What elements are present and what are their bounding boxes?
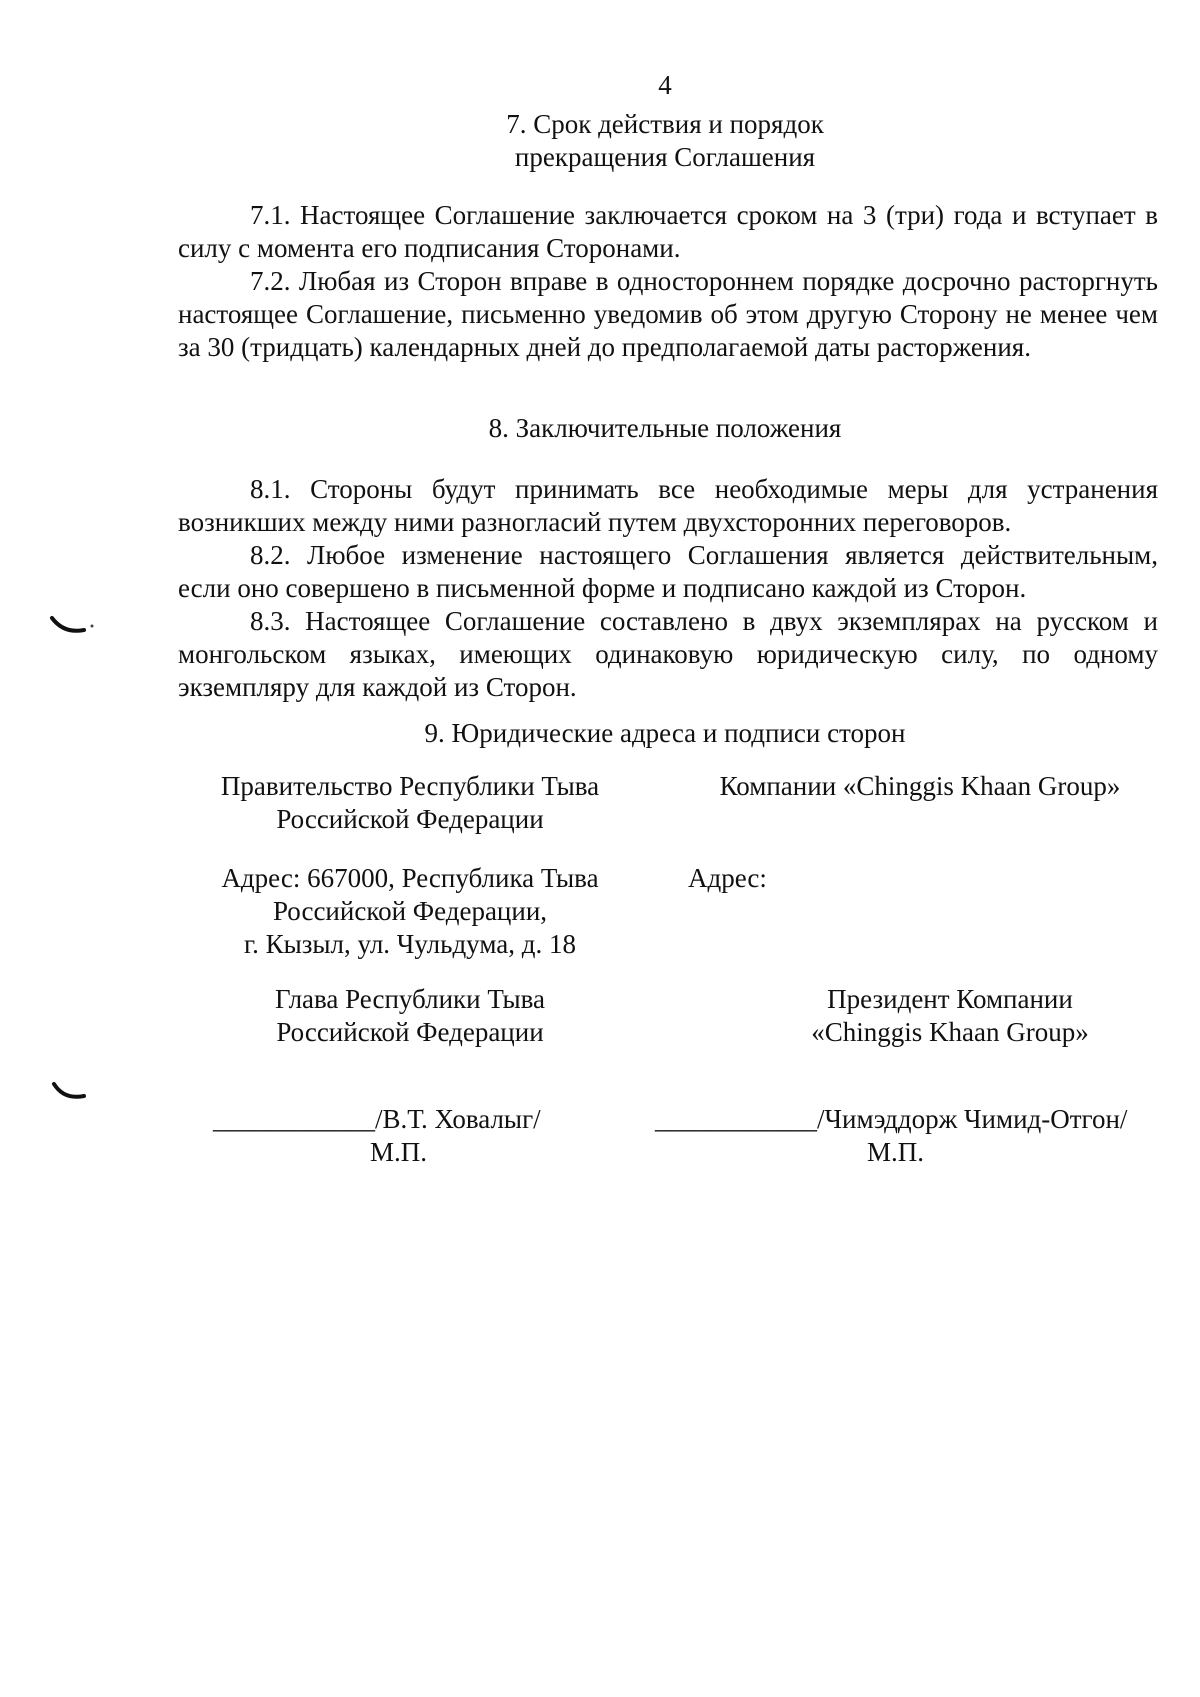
left-party-line-1: Правительство Республики Тыва [220, 771, 600, 801]
right-party-name: Компании «Chinggis Khaan Group» [719, 771, 1121, 801]
right-party-address: Адрес: [688, 863, 767, 893]
clause-8-3: 8.3. Настоящее Соглашение составлено в двух экземплярах на русском и монгольском языках, имеющих одинаковую юридическую силу, по одному экземпляру для каждой из Сторон. [178, 606, 1158, 702]
left-address-line-1: Адрес: 667000, Республика Тыва [221, 863, 599, 893]
right-signature-line: ____________/Чимэддорж Чимид-Отгон/ [655, 1104, 1128, 1134]
left-party-line-2: Российской Федерации [276, 804, 544, 834]
left-seal-mark: М.П. [370, 1137, 428, 1167]
left-address-line-3: г. Кызыл, ул. Чульдума, д. 18 [244, 929, 576, 959]
left-position-line-1: Глава Республики Тыва [274, 984, 546, 1014]
left-address-line-2: Российской Федерации, [272, 896, 548, 926]
clause-8-1: 8.1. Стороны будут принимать все необходимые меры для устранения возникших между ними разногласий путем двухсторонних переговоров. [178, 474, 1158, 537]
page-number: 4 [658, 70, 672, 100]
section-7-title-line-1: 7. Срок действия и порядок [506, 109, 824, 139]
clause-8-2: 8.2. Любое изменение настоящего Соглашения является действительным, если оно совершено в письменной форме и подписано каждой из Сторон. [178, 540, 1158, 603]
right-seal-mark: М.П. [867, 1137, 925, 1167]
clause-7-2: 7.2. Любая из Сторон вправе в одностороннем порядке досрочно расторгнуть настоящее Соглашение, письменно уведомив об этом другую Сторону не менее чем за 30 (тридцать) календарных дней до предполагаемой даты расторжения. [178, 266, 1158, 362]
left-signature-line: ____________/В.Т. Ховалыг/ [213, 1104, 541, 1134]
left-party-name [180, 770, 640, 836]
binding-mark-icon [50, 1078, 90, 1106]
section-8-title: 8. Заключительные положения [488, 413, 842, 443]
section-7-title-line-2: прекращения Соглашения [514, 142, 816, 172]
left-party-address [180, 862, 640, 961]
right-position-line-2: «Chinggis Khaan Group» [811, 1017, 1089, 1047]
right-signatory-position [720, 983, 1180, 1049]
right-position-line-1: Президент Компании [827, 984, 1073, 1014]
left-signatory-position [180, 983, 640, 1049]
binding-mark-icon [48, 612, 98, 640]
left-position-line-2: Российской Федерации [276, 1017, 544, 1047]
clause-7-1: 7.1. Настоящее Соглашение заключается сроком на 3 (три) года и вступает в силу с момента его подписания Сторонами. [178, 200, 1158, 263]
section-9-title: 9. Юридические адреса и подписи сторон [424, 718, 906, 748]
